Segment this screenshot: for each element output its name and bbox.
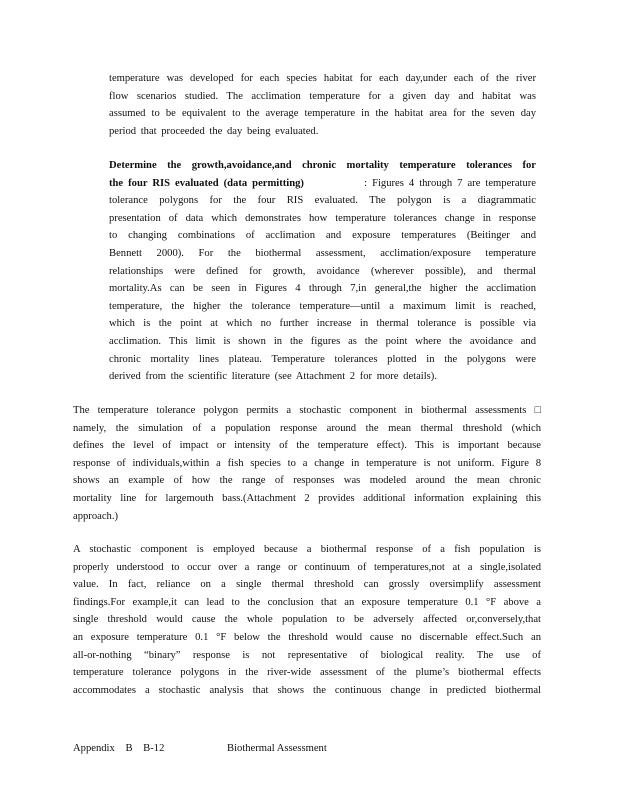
text-line: approach.) [73, 510, 118, 522]
text-line: defines the level of impact or intensity of the temperature effect). This is important because [73, 440, 541, 452]
text-line: which is the point at which no further increase in thermal tolerance is possible via [109, 318, 536, 330]
text-line: temperature, the higher the tolerance temperature—until a maximum limit is reached, [109, 300, 536, 312]
paragraph-stochastic-component [73, 541, 541, 699]
text-line: relationships were defined for growth, avoidance (wherever possible), and thermal [109, 265, 536, 277]
text-line: Bennett 2000). For the biothermal assessment, acclimation/exposure temperature [109, 247, 536, 259]
text-line: derived from the scientific literature (see Attachment 2 for more details). [109, 371, 437, 383]
text-fragment: : Figures 4 through 7 are temperature [364, 177, 536, 189]
footer-page-number: B-12 [143, 743, 165, 754]
text-line: mortality.As can be seen in Figures 4 through 7,in general,the higher the acclimation [109, 283, 536, 295]
paragraph-acclimation [109, 70, 536, 140]
text-line: namely, the simulation of a population response around the mean thermal threshold (which [73, 422, 541, 434]
text-line: response of individuals,within a fish species to a change in temperature is not uniform. Figure 8 [73, 457, 541, 469]
paragraph-polygon-stochastic [73, 402, 541, 525]
text-line: chronic mortality lines plateau. Temperature tolerances plotted in the polygons were [109, 353, 536, 365]
text-line [109, 157, 536, 175]
text-line: flow scenarios studied. The acclimation temperature for a given day and habitat was [109, 90, 536, 102]
text-line: value. In fact, reliance on a single thermal threshold can grossly oversimplify assessment [73, 579, 541, 591]
text-line: all-or-nothing “binary” response is not representative of biological reality. The use of [73, 649, 541, 661]
text-line: temperature tolerance polygons in the river-wide assessment of the plume’s biothermal effects [73, 667, 541, 679]
footer-appendix: Appendix [73, 743, 115, 754]
text-line: single threshold would cause the whole population to be adversely affected or,conversely,that [73, 614, 541, 626]
page-footer [73, 743, 335, 754]
text-line: shows an example of how the range of responses was modeled around the mean chronic [73, 475, 541, 487]
text-line: accommodates a stochastic analysis that shows the continuous change in predicted biothermal [73, 684, 541, 696]
text-line: presentation of data which demonstrates how temperature tolerances change in response [109, 212, 536, 224]
text-line: acclimation. This limit is shown in the figures as the point where the avoidance and [109, 335, 536, 347]
text-line: to changing combinations of acclimation and exposure temperatures (Beitinger and [109, 230, 536, 242]
bold-heading: the four RIS evaluated (data permitting) [109, 177, 304, 189]
text-line: an exposure temperature 0.1 °F below the threshold would cause no discernable effect.Such an [73, 631, 541, 643]
text-line: mortality line for largemouth bass.(Attachment 2 provides additional information explaining this [73, 492, 541, 504]
bold-heading: Determine the growth,avoidance,and chronic mortality temperature tolerances for [109, 160, 536, 171]
text-line: The temperature tolerance polygon permits a stochastic component in biothermal assessments □ [73, 405, 541, 416]
text-line: period that proceeded the day being evaluated. [109, 125, 319, 137]
paragraph-tolerances [109, 157, 536, 386]
text-line: properly understood to occur over a range or continuum of temperatures,not at a single,isolated [73, 561, 541, 573]
text-line: findings.For example,it can lead to the conclusion that an exposure temperature 0.1 °F above a [73, 596, 541, 608]
text-line: temperature was developed for each species habitat for each day,under each of the river [109, 73, 536, 84]
text-line: tolerance polygons for the four RIS evaluated. The polygon is a diagrammatic [109, 195, 536, 207]
text-line: A stochastic component is employed because a biothermal response of a fish population is [73, 544, 541, 555]
footer-letter: B [125, 743, 133, 754]
text-line [109, 175, 536, 193]
text-line: assumed to be equivalent to the average temperature in the habitat area for the seven day [109, 108, 536, 120]
footer-title: Biothermal Assessment [227, 743, 327, 754]
